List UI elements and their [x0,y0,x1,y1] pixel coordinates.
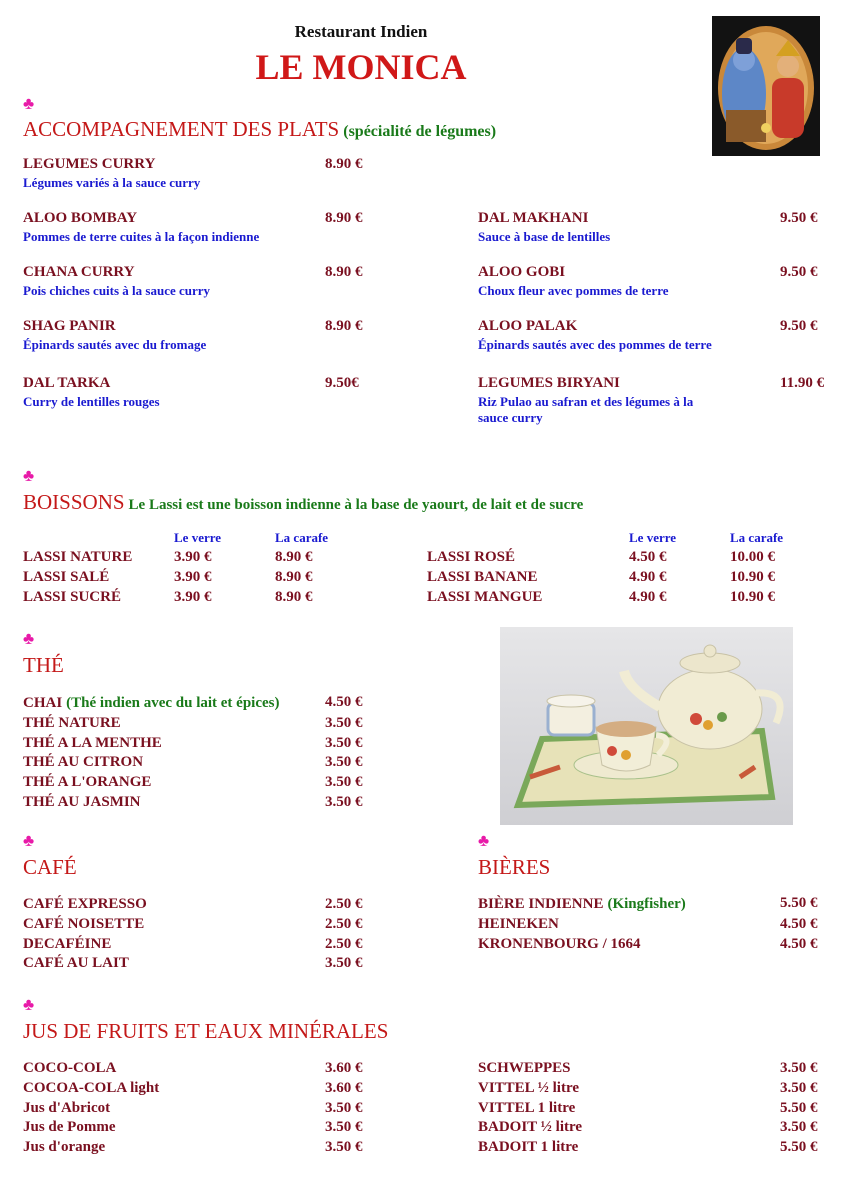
dish-price: 9.50 € [780,318,818,334]
lassi-left-list [23,547,343,606]
drink-price: 8.90 € [275,568,313,585]
drink-name: BIÈRE INDIENNE [478,896,604,912]
jus-title: JUS DE FRUITS ET EAUX MINÉRALES [23,1019,389,1043]
drink-name: CAFÉ AU LAIT [23,955,129,972]
drink-price: 3.90 € [174,568,212,585]
drink-price: 3.90 € [174,549,212,565]
dish-name: ALOO GOBI [478,264,566,280]
accomp-left-item-3 [23,264,210,299]
col-verre: Le verre [629,530,677,545]
dish-price: 8.90 € [325,318,363,334]
drink-name: Jus de Pomme [23,1119,116,1136]
drink-price: 3.50 € [780,1119,818,1136]
drink-price: 5.50 € [780,1139,818,1156]
drink-note: (Kingfisher) [607,896,686,912]
drink-name: CHAI [23,695,63,711]
club-ornament-icon: ♣ [23,94,35,113]
drink-name: THÉ NATURE [23,714,121,731]
dish-price: 9.50€ [325,375,359,391]
drink-name: Jus d'Abricot [23,1099,111,1116]
drink-price: 5.50 € [780,1099,818,1116]
drink-price: 3.50 € [780,1079,818,1096]
accomp-right-item-1 [478,210,610,245]
drink-price: 3.50 € [325,1099,363,1116]
drink-name: LASSI BANANE [427,568,538,585]
drink-name: Jus d'orange [23,1139,106,1156]
drink-note: (Thé indien avec du lait et épices) [66,695,280,711]
jus-right-list [478,1058,838,1157]
drink-price: 2.50 € [325,935,363,952]
accompagnement-note: (spécialité de légumes) [343,123,497,140]
club-ornament-icon: ♣ [23,466,35,485]
drink-name: CAFÉ EXPRESSO [23,896,147,912]
section-title-boissons [23,490,583,515]
drink-price: 4.50 € [629,549,667,565]
dish-desc: Riz Pulao au safran et des légumes à la [478,394,694,409]
dish-price: 8.90 € [325,156,363,172]
dish-price: 8.90 € [325,210,363,226]
dish-name: DAL MAKHANI [478,210,589,226]
drink-price: 3.50 € [325,774,363,791]
dish-desc: Légumes variés à la sauce curry [23,175,201,190]
accomp-left-item-4 [23,318,206,353]
dish-desc: Pommes de terre cuites à la façon indienne [23,229,260,244]
accomp-left-item-2 [23,210,259,245]
dish-price: 11.90 € [780,375,825,391]
drink-price: 5.50 € [780,895,818,911]
dish-desc: Épinards sautés avec du fromage [23,337,207,352]
drink-price: 3.60 € [325,1079,363,1096]
drink-name: CAFÉ NOISETTE [23,915,145,932]
col-carafe: La carafe [275,530,329,545]
cafe-title: CAFÉ [23,855,77,879]
restaurant-title: LE MONICA [255,47,467,87]
dish-desc: Sauce à base de lentilles [478,229,611,244]
dish-desc-cont: sauce curry [478,410,543,425]
drink-price: 3.50 € [325,734,363,751]
section-title-accompagnement [23,117,496,142]
drink-price: 3.50 € [325,754,363,771]
drink-name: THÉ A LA MENTHE [23,734,162,751]
drink-name: HEINEKEN [478,915,559,932]
lassi-right-list [427,547,827,606]
drink-price: 4.50 € [780,915,818,932]
club-ornament-icon: ♣ [23,629,35,648]
drink-name: LASSI ROSÉ [427,549,515,565]
drink-price: 2.50 € [325,896,363,912]
drink-price: 3.50 € [780,1060,818,1076]
drink-price: 3.50 € [325,793,363,810]
accomp-left-item-5 [23,375,160,410]
drink-price: 4.90 € [629,568,667,585]
dish-name: DAL TARKA [23,375,111,391]
drink-name: BADOIT ½ litre [478,1119,583,1136]
dish-price: 9.50 € [780,264,818,280]
drink-price: 3.50 € [325,714,363,731]
dish-desc: Épinards sautés avec des pommes de terre [478,337,712,352]
drink-price: 10.90 € [730,568,775,585]
dish-name: SHAG PANIR [23,318,116,334]
drink-name: THÉ AU CITRON [23,754,144,771]
club-ornament-icon: ♣ [23,831,35,850]
accomp-right-item-2 [478,264,669,299]
dish-desc: Pois chiches cuits à la sauce curry [23,283,211,298]
drink-price: 3.50 € [325,1119,363,1136]
dish-name: ALOO PALAK [478,318,578,334]
club-ornament-icon: ♣ [478,831,490,850]
drink-name: KRONENBOURG / 1664 [478,935,641,952]
dish-desc: Curry de lentilles rouges [23,394,160,409]
drink-name: VITTEL 1 litre [478,1099,576,1116]
dish-name: ALOO BOMBAY [23,210,138,226]
drink-price: 4.90 € [629,588,667,605]
drink-name: COCOA-COLA light [23,1079,160,1096]
tea-set-photo [500,627,793,825]
bieres-title: BIÈRES [478,855,551,879]
drink-name: BADOIT 1 litre [478,1139,579,1156]
dish-name: CHANA CURRY [23,264,135,280]
drink-name: THÉ AU JASMIN [23,793,141,810]
dish-price: 8.90 € [325,264,363,280]
drink-price: 10.00 € [730,549,775,565]
accomp-right-item-3 [478,318,712,353]
drink-name: DECAFÉINE [23,935,112,952]
club-ornament-icon: ♣ [23,995,35,1014]
dish-desc: Choux fleur avec pommes de terre [478,283,669,298]
drink-price: 2.50 € [325,915,363,932]
drink-price: 4.50 € [325,694,363,710]
the-list [23,693,383,812]
drink-name: SCHWEPPES [478,1060,571,1076]
drink-name: LASSI NATURE [23,549,133,565]
drink-price: 3.60 € [325,1060,363,1076]
accomp-left-item-1 [23,156,200,191]
drink-price: 4.50 € [780,935,818,952]
dish-name: LEGUMES CURRY [23,156,156,172]
bieres-list [478,894,838,953]
accomp-right-item-4 [478,375,693,426]
drink-name: LASSI SALÉ [23,568,110,585]
drink-price: 8.90 € [275,549,313,565]
jus-left-list [23,1058,383,1157]
drink-price: 8.90 € [275,588,313,605]
drink-price: 3.50 € [325,955,363,972]
drink-name: VITTEL ½ litre [478,1079,579,1096]
restaurant-subtitle: Restaurant Indien [294,22,428,41]
the-title: THÉ [23,653,64,677]
boissons-title: BOISSONS [23,490,125,514]
drink-name: COCO-COLA [23,1060,117,1076]
deity-painting-image [712,16,820,156]
col-verre: Le verre [174,530,222,545]
accompagnement-title: ACCOMPAGNEMENT DES PLATS [23,117,340,141]
drink-name: THÉ A L'ORANGE [23,774,152,791]
dish-price: 9.50 € [780,210,818,226]
drink-name: LASSI MANGUE [427,588,543,605]
boissons-note: Le Lassi est une boisson indienne à la base de yaourt, de lait et de sucre [128,497,584,513]
drink-price: 3.50 € [325,1139,363,1156]
dish-name: LEGUMES BIRYANI [478,375,620,391]
col-carafe: La carafe [730,530,784,545]
drink-price: 10.90 € [730,588,775,605]
drink-price: 3.90 € [174,588,212,605]
cafe-list [23,894,383,973]
drink-name: LASSI SUCRÉ [23,588,121,605]
